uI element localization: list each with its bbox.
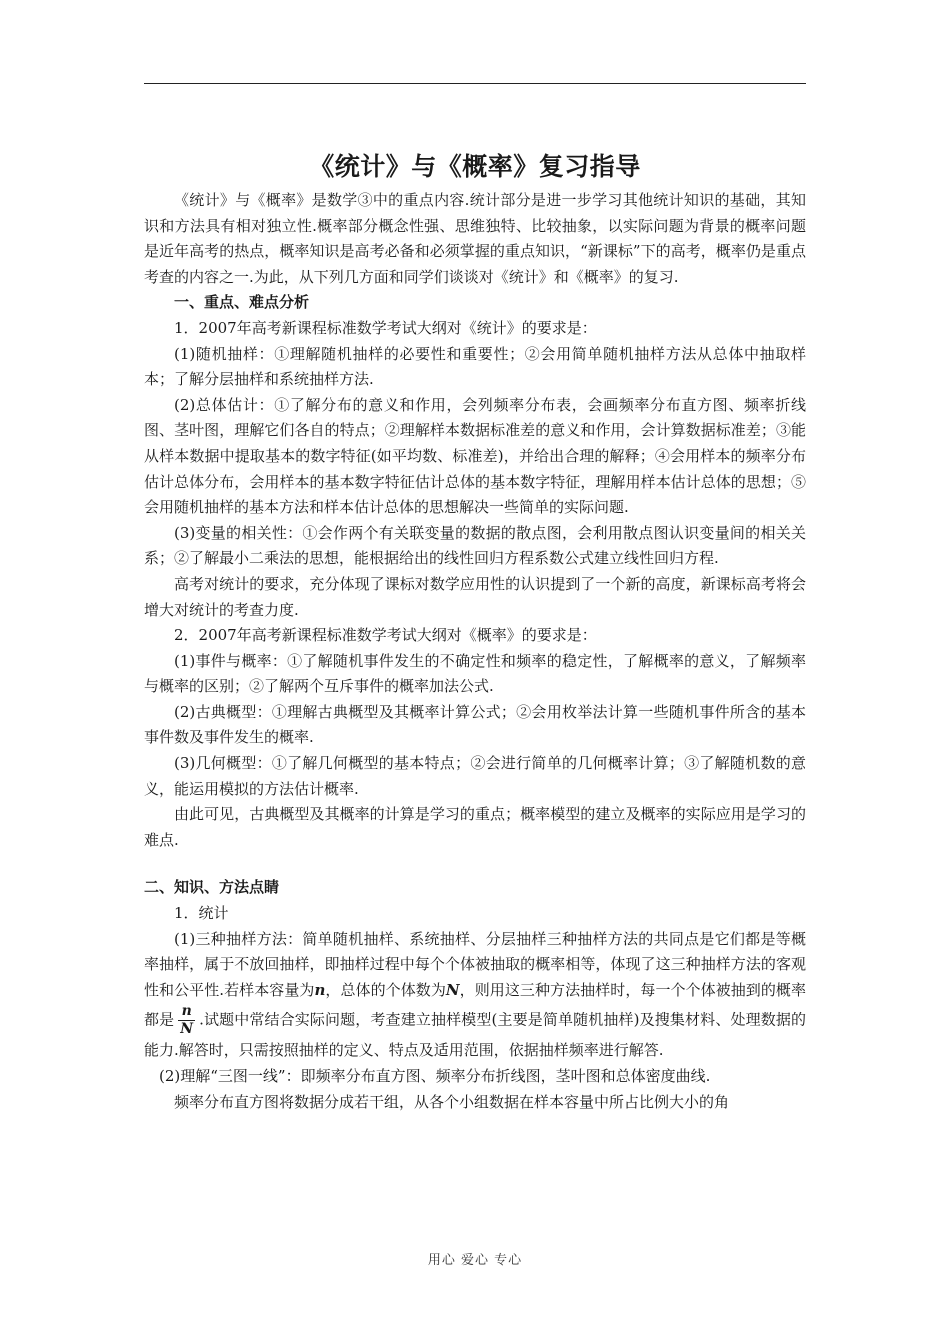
stat-summary: 高考对统计的要求，充分体现了课标对数学应用性的认识提到了一个新的高度，新课标高考将会增大对统计的考查力度. — [144, 574, 806, 619]
sampling-text-4: .试题中常结合实际问题，考查建立抽样模型(主要是简单随机抽样)及搜集材料、处理数据的能力.解答时，只需按照抽样的定义、特点及适用范围，依据抽样频率进行解答. — [144, 1010, 806, 1060]
prob-item-3: (3)几何概型：①了解几何概型的基本特点；②会进行简单的几何概率计算；③了解随机数的意义，能运用模拟的方法估计概率. — [144, 754, 806, 798]
page-title: 《统计》与《概率》复习指导 — [309, 152, 641, 181]
document-body — [144, 150, 806, 1115]
sampling-methods-paragraph — [144, 927, 806, 1064]
population-size-variable: N — [445, 980, 460, 999]
prob-summary: 由此可见，古典概型及其概率的计算是学习的重点；概率模型的建立及概率的实际应用是学习的难点. — [144, 805, 806, 849]
section1-heading: 一、重点、难点分析 — [174, 293, 310, 312]
sampling-text-1: (1)三种抽样方法：简单随机抽样、系统抽样、分层抽样三种抽样方法的共同点是它们都是等概率抽样，属于不放回抽样，即抽样过程中每个个体被抽取的概率相等，体现了这三种抽样方法的客观性和公平性.若样本容量为 — [144, 929, 806, 999]
histogram-paragraph: 频率分布直方图将数据分成若干组，从各个小组数据在样本容量中所占比例大小的角 — [174, 1092, 730, 1111]
intro-paragraph: 《统计》与《概率》是数学③中的重点内容.统计部分是进一步学习其他统计知识的基础，其知识和方法具有相对独立性.概率部分概念性强、思维独特、比较抽象，以实际问题为背景的概率问题是近年高考的热点，概率知识是高考必备和必须掌握的重点知识，“新课标”下的高考，概率仍是重点考查的内容之一.为此，从下列几方面和同学们谈谈对《统计》和《概率》的复习. — [144, 191, 806, 286]
section2-heading: 二、知识、方法点睛 — [144, 878, 280, 897]
fraction-numerator: n — [178, 1003, 195, 1021]
sampling-text-3: ，则用这三种方法抽样时，每一个个体被抽到的概率都是 — [144, 980, 806, 1029]
subsection-statistics: 1．统计 — [174, 904, 229, 923]
stat-requirement-intro: 1．2007年高考新课程标准数学考试大纲对《统计》的要求是： — [174, 318, 597, 337]
probability-fraction — [178, 1003, 195, 1038]
stat-item-3: (3)变量的相关性：①会作两个有关联变量的数据的散点图，会利用散点图认识变量间的相关关系；②了解最小二乘法的思想，能根据给出的线性回归方程系数公式建立线性回归方程. — [144, 523, 806, 568]
sample-size-variable: n — [314, 980, 326, 999]
prob-item-1: (1)事件与概率：①了解随机事件发生的不确定性和频率的稳定性，了解概率的意义，了解频率与概率的区别；②了解两个互斥事件的概率加法公式. — [144, 651, 806, 696]
prob-requirement-intro: 2．2007年高考新课程标准数学考试大纲对《概率》的要求是： — [174, 626, 597, 645]
fraction-denominator: N — [180, 1021, 194, 1038]
sampling-text-2: ，总体的个体数为 — [325, 980, 446, 999]
three-charts-paragraph: (2)理解“三图一线”：即频率分布直方图、频率分布折线图，茎叶图和总体密度曲线. — [159, 1067, 711, 1085]
stat-item-1: (1)随机抽样：①理解随机抽样的必要性和重要性；②会用简单随机抽样方法从总体中抽取样本；了解分层抽样和系统抽样方法. — [144, 344, 806, 389]
prob-item-2: (2)古典概型：①理解古典概型及其概率计算公式；②会用枚举法计算一些随机事件所含的基本事件数及事件发生的概率. — [144, 702, 806, 747]
page-footer: 用心 爱心 专心 — [427, 1253, 523, 1268]
stat-item-2: (2)总体估计：①了解分布的意义和作用，会列频率分布表，会画频率分布直方图、频率折线图、茎叶图，理解它们各自的特点；②理解样本数据标准差的意义和作用，会计算数据标准差；③能从样本数据中提取基本的数字特征(如平均数、标准差)，并给出合理的解释；④会用样本的频率分布估计总体分布，会用样本的基本数字特征估计总体的基本数字特征，理解用样本估计总体的思想；⑤会用随机抽样的基本方法和样本估计总体的思想解决一些简单的实际问题. — [144, 395, 806, 517]
header-rule — [144, 83, 806, 84]
